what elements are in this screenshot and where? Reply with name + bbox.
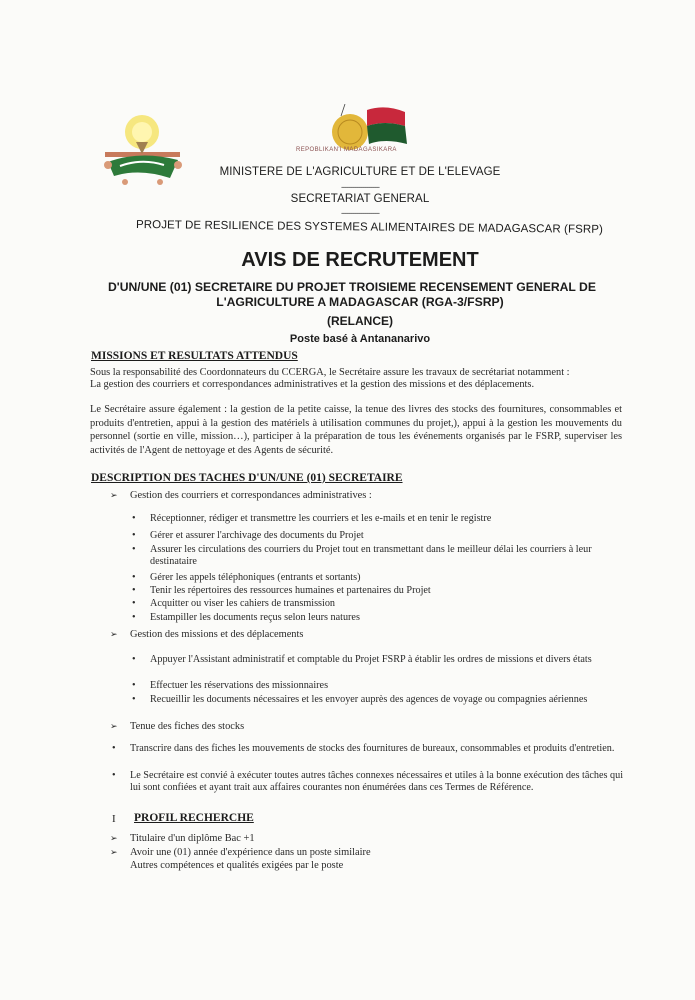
bullet-icon: • (132, 680, 136, 691)
missions-para1-line2: La gestion des courriers et correspondances administratives et la gestion des missions et des déplacements. (90, 379, 535, 390)
ministry-logo (100, 110, 185, 190)
bullet-icon: • (132, 612, 136, 623)
bullet-icon: • (132, 694, 136, 705)
section-heading-description: DESCRIPTION DES TACHES D'UN/UNE (01) SECRETAIRE (91, 472, 403, 484)
bullet-icon: • (132, 598, 136, 609)
group-label: Gestion des missions et des déplacements (130, 629, 304, 640)
bullet-icon: • (132, 572, 136, 583)
item-text: Transcrire dans des fiches les mouvements de stocks des fournitures de bureaux, consommables et produits d'entretien. (130, 743, 615, 754)
bullet-icon: • (112, 743, 116, 754)
list-item (132, 654, 622, 666)
task-group-courriers (110, 490, 372, 501)
location: Poste basé à Antananarivo (289, 333, 431, 345)
item-text: Recueillir les documents nécessaires et les envoyer auprès des agences de voyage ou compagnies aériennes (150, 694, 588, 705)
list-item (112, 770, 624, 794)
bullet-icon: • (132, 654, 136, 665)
item-text: Assurer les circulations des courriers du Projet tout en transmettant dans le meilleur délai les courriers à leur destinataire (150, 544, 592, 567)
ministry-name: MINISTERE DE L'AGRICULTURE ET DE L'ELEVAGE (219, 166, 501, 178)
item-text: Avoir une (01) année d'expérience dans un poste similaire (130, 847, 371, 858)
section-heading-missions: MISSIONS ET RESULTATS ATTENDUS (91, 350, 298, 362)
page-title: AVIS DE RECRUTEMENT (241, 249, 479, 271)
task-group-stocks (110, 721, 244, 732)
secretariat-name: SECRETARIAT GENERAL (290, 193, 430, 205)
list-item (132, 585, 622, 597)
missions-para1-line1: Sous la responsabilité des Coordonnateurs du CCERGA, le Secrétaire assure les travaux de secrétariat notamment : (90, 367, 570, 378)
item-text: Estampiller les documents reçus selon leurs natures (150, 612, 360, 623)
item-text: Gérer les appels téléphoniques (entrants et sortants) (150, 572, 361, 583)
bullet-icon: • (132, 585, 136, 596)
list-item (112, 743, 624, 755)
bullet-icon: • (112, 770, 116, 781)
section-number: I (112, 813, 116, 825)
arrow-bullet-icon: ➢ (110, 629, 118, 639)
subtitle-line-1: D'UN/UNE (01) SECRETAIRE DU PROJET TROISIEME RECENSEMENT GENERAL DE (108, 280, 596, 294)
separator: ------------------- (341, 182, 379, 192)
list-item (132, 544, 622, 568)
group-label: Gestion des courriers et correspondances administratives : (130, 490, 372, 501)
task-group-missions (110, 629, 303, 640)
profile-item (110, 847, 371, 858)
list-item (132, 612, 622, 624)
relance-label: (RELANCE) (327, 314, 393, 328)
separator: ------------------- (341, 208, 379, 218)
item-text: Gérer et assurer l'archivage des documents du Projet (150, 530, 364, 541)
bullet-icon: • (132, 544, 136, 555)
republic-label: REPOBLIKAN'I MADAGASIKARA (296, 147, 397, 153)
item-text: Acquitter ou viser les cahiers de transmission (150, 598, 336, 609)
arrow-bullet-icon: ➢ (110, 847, 118, 857)
list-item (132, 513, 622, 525)
item-text: Réceptionner, rédiger et transmettre les courriers et les e-mails et en tenir le registre (150, 513, 492, 524)
project-name: PROJET DE RESILIENCE DES SYSTEMES ALIMENTAIRES DE MADAGASCAR (FSRP) (135, 219, 604, 236)
list-item (132, 530, 622, 542)
list-item (132, 680, 622, 692)
item-text: Tenir les répertoires des ressources humaines et partenaires du Projet (150, 585, 431, 596)
item-text: Effectuer les réservations des missionnaires (150, 680, 329, 691)
section-heading-profile: PROFIL RECHERCHE (134, 812, 254, 824)
profile-item (110, 833, 255, 844)
bullet-icon: • (132, 530, 136, 541)
item-text: Le Secrétaire est convié à exécuter toutes autres tâches connexes nécessaires et utiles à la bonne exécution des tâches qui lui sont confiées et ayant trait aux affaires courantes non énumérées dans ces Termes de Référence. (130, 770, 624, 793)
bullet-icon: • (132, 513, 136, 524)
list-item (132, 694, 622, 706)
missions-para2: Le Secrétaire assure également : la gestion de la petite caisse, la tenue des livres des stocks des fournitures, consommables et produits d'entretien, appui à la gestion des matériels à utilisation communes du projet,), appui à la gestion les mouvements du personnel (sortie en ville, mission…), participer à la préparation de tous les événements organisés par le FSRP, superviser les activités de l'Agent de nettoyage et des Agents de sécurité. (90, 404, 622, 456)
list-item (132, 598, 622, 610)
list-item (132, 572, 622, 584)
item-text: Appuyer l'Assistant administratif et comptable du Projet FSRP à établir les ordres de missions et divers états (150, 654, 592, 665)
profile-other: Autres compétences et qualités exigées par le poste (130, 860, 344, 871)
item-text: Titulaire d'un diplôme Bac +1 (130, 833, 255, 844)
group-label: Tenue des fiches des stocks (130, 721, 245, 732)
arrow-bullet-icon: ➢ (110, 833, 118, 843)
subtitle-line-2: L'AGRICULTURE A MADAGASCAR (RGA-3/FSRP) (216, 295, 504, 309)
arrow-bullet-icon: ➢ (110, 721, 118, 731)
arrow-bullet-icon: ➢ (110, 490, 118, 500)
